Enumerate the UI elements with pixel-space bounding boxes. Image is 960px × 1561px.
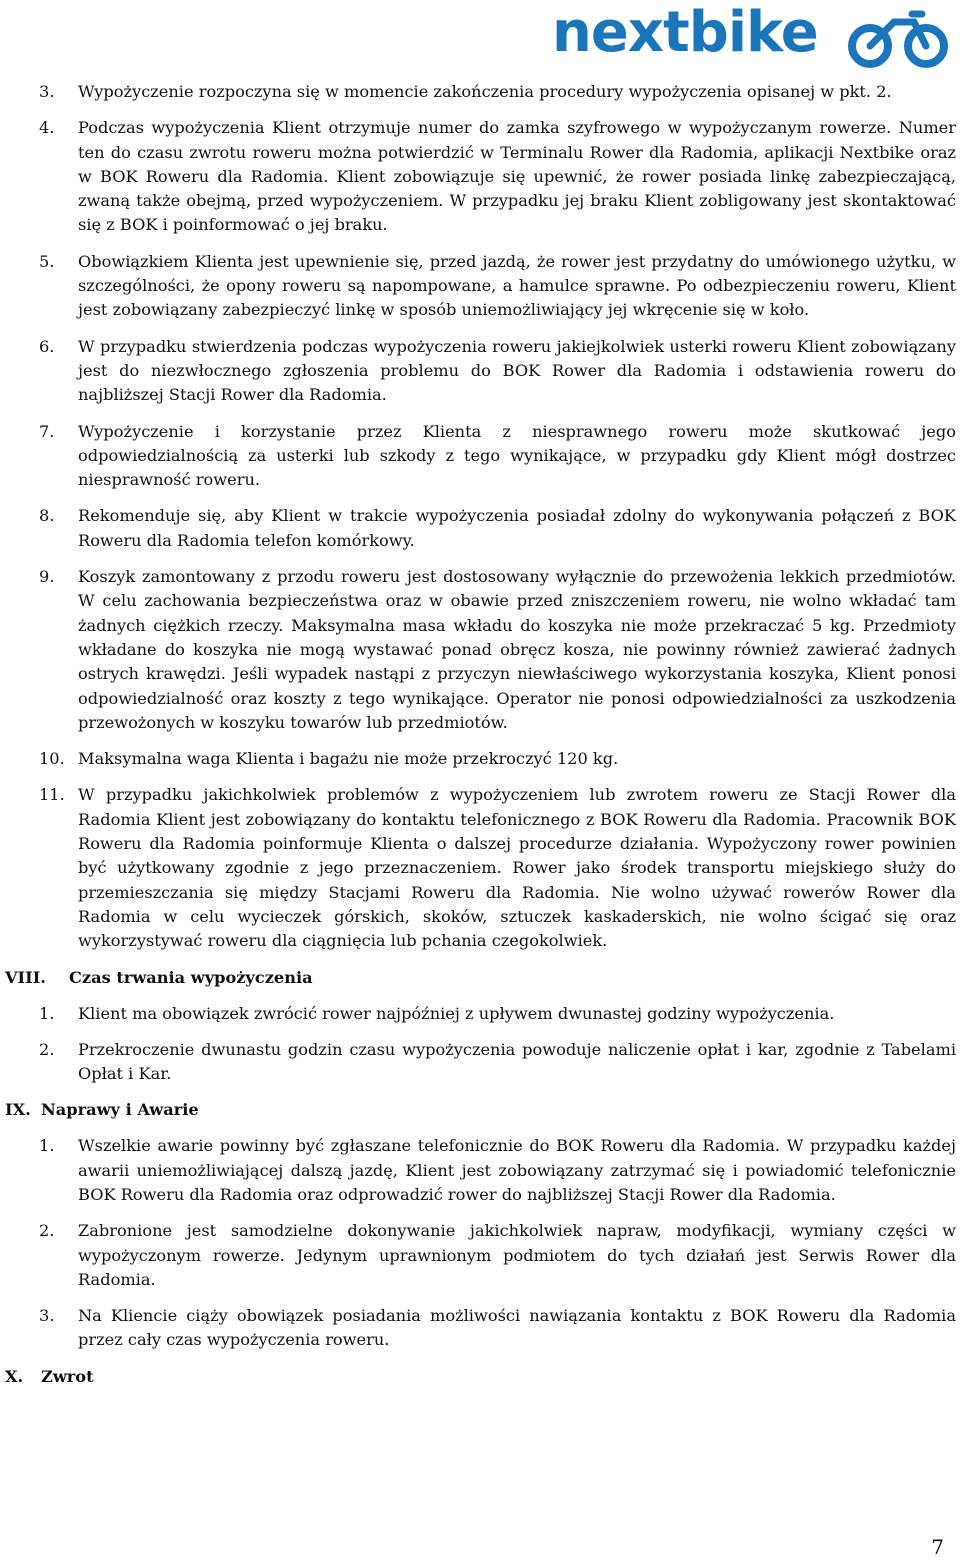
list-item bbox=[0, 250, 960, 323]
item-number: 4. bbox=[39, 118, 55, 138]
list-item bbox=[0, 783, 960, 953]
item-number: 7. bbox=[39, 421, 55, 441]
list-item bbox=[0, 1038, 960, 1087]
list-item bbox=[0, 1002, 960, 1026]
item-text: Przekroczenie dwunastu godzin czasu wypożyczenia powoduje naliczenie opłat i kar, zgodnie z Tabelami Opłat i Kar. bbox=[78, 1039, 956, 1084]
item-text: Na Kliencie ciąży obowiązek posiadania możliwości nawiązania kontaktu z BOK Roweru dla Radomia przez cały czas wypożyczenia roweru. bbox=[78, 1306, 956, 1350]
list-item bbox=[0, 1219, 960, 1292]
page-number: 7 bbox=[931, 1535, 944, 1559]
section-title: Naprawy i Awarie bbox=[41, 1100, 199, 1120]
item-number: 6. bbox=[39, 336, 55, 356]
section-title: Czas trwania wypożyczenia bbox=[69, 967, 313, 987]
section-ix-list bbox=[0, 1134, 960, 1352]
item-number: 10. bbox=[39, 749, 65, 769]
item-text: Obowiązkiem Klienta jest upewnienie się, przed jazdą, że rower jest przydatny do umówionego użytku, w szczególności, że opony roweru są napompowane, a hamulce sprawne. Po odbezpieczeniu roweru, Klient jest zobowiązany zabezpieczyć linkę w sposób uniemożliwiający jej wkręcenie się w koło. bbox=[78, 251, 956, 320]
section-vii-list bbox=[0, 80, 960, 954]
item-number: 1. bbox=[39, 1003, 55, 1023]
list-item bbox=[0, 335, 960, 408]
item-text: W przypadku stwierdzenia podczas wypożyczenia roweru jakiejkolwiek usterki roweru Klient zobowiązany jest do niezwłocznego zgłoszenia problemu do BOK Rower dla Radomia i odstawienia roweru do najbliższej Stacji Rower dla Radomia. bbox=[78, 336, 956, 405]
item-number: 2. bbox=[39, 1221, 55, 1241]
item-text: Maksymalna waga Klienta i bagażu nie może przekroczyć 120 kg. bbox=[78, 749, 619, 769]
item-number: 9. bbox=[39, 567, 55, 587]
document-body bbox=[0, 80, 960, 1401]
section-viii-list bbox=[0, 1002, 960, 1087]
item-number: 2. bbox=[39, 1039, 55, 1059]
list-item bbox=[0, 1304, 960, 1353]
item-text: Wypożyczenie i korzystanie przez Klienta z niesprawnego roweru może skutkować jego odpowiedzialnością za usterki lub szkody z tego wynikające, w przypadku gdy Klient mógł dostrzec niesprawność roweru. bbox=[78, 421, 956, 490]
item-number: 11. bbox=[39, 785, 65, 805]
list-item bbox=[0, 420, 960, 493]
item-number: 3. bbox=[39, 82, 55, 101]
item-text: W przypadku jakichkolwiek problemów z wypożyczeniem lub zwrotem roweru ze Stacji Rower dla Radomia Klient jest zobowiązany do kontaktu telefonicznego z BOK Roweru dla Radomia. Pracownik BOK Roweru dla Radomia poinformuje Klienta o dalszej procedurze działania. Wypożyczony rower powinien być użytkowany zgodnie z jego przeznaczeniem. Rower jako środek transportu miejskiego służy do przemieszczania się między Stacjami Roweru dla Radomia. Nie wolno używać rowerów Rower dla Radomia w celu wycieczek górskich, skoków, sztuczek kaskaderskich, nie wolno ścigać się oraz wykorzystywać roweru dla ciągnięcia lub pchania czegokolwiek. bbox=[78, 785, 956, 951]
section-heading-viii bbox=[0, 966, 960, 990]
item-text: Podczas wypożyczenia Klient otrzymuje numer do zamka szyfrowego w wypożyczanym rowerze. Numer ten do czasu zwrotu roweru można potwierdzić w Terminalu Rower dla Radomia, aplikacji Nextbike oraz w BOK Roweru dla Radomia. Klient zobowiązuje się upewnić, że rower posiada linkę zabezpieczającą, zwaną także obejmą, przed wypożyczeniem. W przypadku jej braku Klient zobligowany jest skontaktować się z BOK i poinformować o jej braku. bbox=[78, 118, 956, 235]
list-item bbox=[0, 565, 960, 735]
logo-wordmark: nextbike bbox=[552, 0, 818, 65]
list-item bbox=[0, 747, 960, 771]
section-heading-ix bbox=[0, 1098, 960, 1122]
section-heading-x bbox=[0, 1365, 960, 1389]
item-text: Wypożyczenie rozpoczyna się w momencie zakończenia procedury wypożyczenia opisanej w pkt. 2. bbox=[78, 82, 892, 101]
item-text: Klient ma obowiązek zwrócić rower najpóźniej z upływem dwunastej godziny wypożyczenia. bbox=[78, 1003, 835, 1023]
item-number: 5. bbox=[39, 251, 55, 271]
list-item bbox=[0, 80, 960, 104]
section-number: IX. bbox=[5, 1100, 31, 1120]
item-text: Zabronione jest samodzielne dokonywanie jakichkolwiek napraw, modyfikacji, wymiany części w wypożyczonym rowerze. Jedynym uprawnionym podmiotem do tych działań jest Serwis Rower dla Radomia. bbox=[78, 1221, 956, 1289]
item-number: 3. bbox=[39, 1306, 55, 1326]
list-item bbox=[0, 504, 960, 553]
item-text: Rekomenduje się, aby Klient w trakcie wypożyczenia posiadał zdolny do wykonywania połączeń z BOK Roweru dla Radomia telefon komórkowy. bbox=[78, 506, 956, 550]
section-title: Zwrot bbox=[41, 1366, 94, 1386]
item-number: 8. bbox=[39, 506, 55, 526]
item-text: Koszyk zamontowany z przodu roweru jest dostosowany wyłącznie do przewożenia lekkich przedmiotów. W celu zachowania bezpieczeństwa oraz w obawie przed zniszczeniem roweru, nie wolno wkładać tam żadnych ciężkich rzeczy. Maksymalna masa wkładu do koszyka nie może przekraczać 5 kg. Przedmioty wkładane do koszyka nie mogą wystawać ponad obręcz kosza, nie powinny również zawierać żadnych ostrych krawędzi. Jeśli wypadek nastąpi z przyczyn niewłaściwego wykorzystania koszyka, Klient ponosi odpowiedzialność oraz koszty z tego wynikające. Operator nie ponosi odpowiedzialności za uszkodzenia przewożonych w koszyku towarów lub przedmiotów. bbox=[78, 567, 956, 732]
item-number: 1. bbox=[39, 1136, 55, 1156]
section-number: X. bbox=[5, 1366, 24, 1386]
section-number: VIII. bbox=[5, 967, 46, 987]
nextbike-logo bbox=[552, 0, 952, 70]
item-text: Wszelkie awarie powinny być zgłaszane telefonicznie do BOK Roweru dla Radomia. W przypadku każdej awarii uniemożliwiającej dalszą jazdę, Klient jest zobowiązany zatrzymać się i powiadomić telefonicznie BOK Roweru dla Radomia oraz odprowadzić rower do najbliższej Stacji Rower dla Radomia. bbox=[78, 1136, 956, 1204]
list-item bbox=[0, 1134, 960, 1207]
bicycle-icon bbox=[842, 8, 952, 68]
list-item bbox=[0, 116, 960, 237]
